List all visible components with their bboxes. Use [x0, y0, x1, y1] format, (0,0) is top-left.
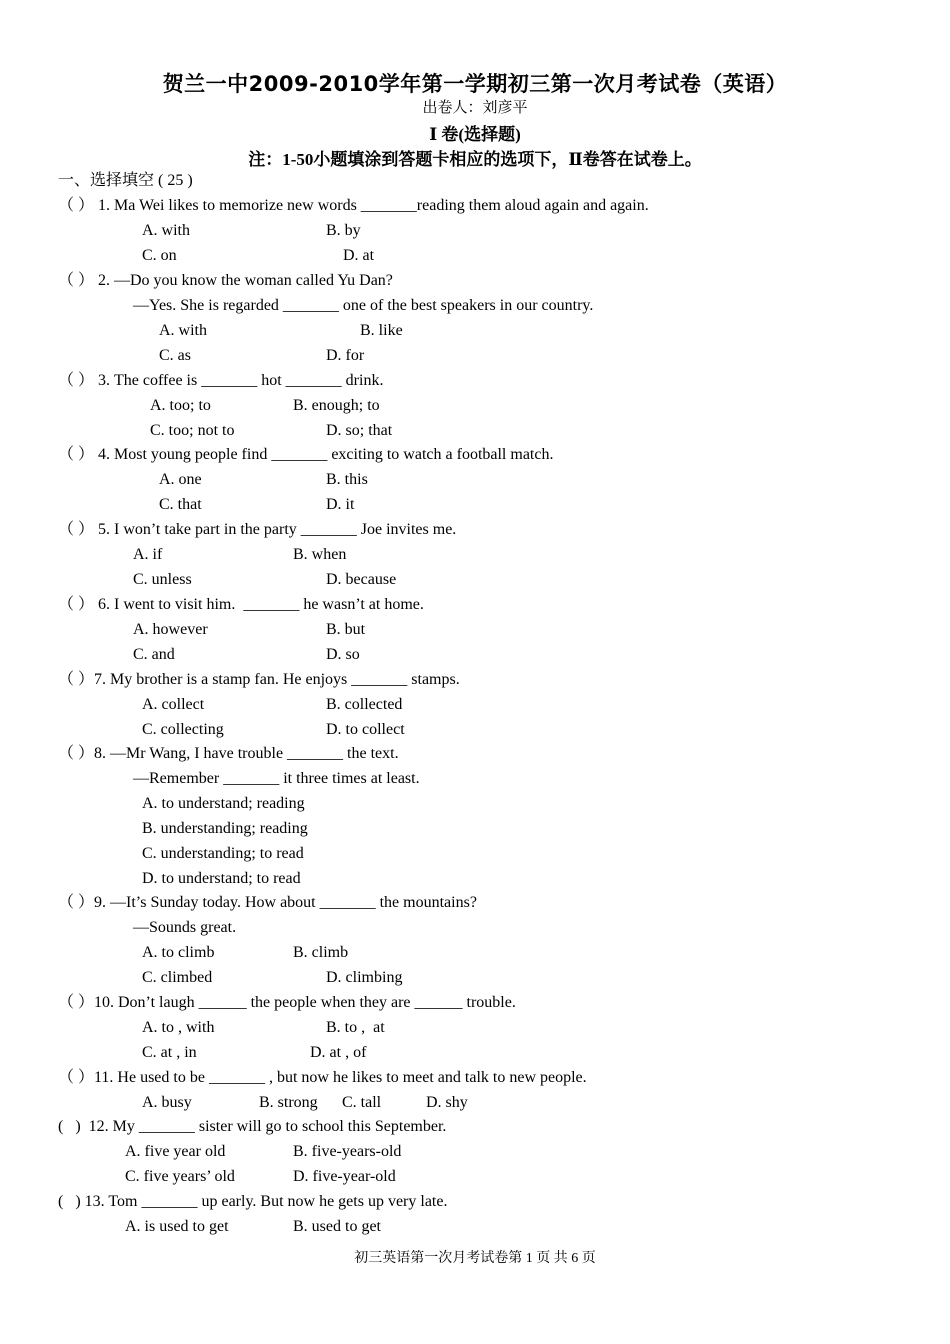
option-c: C. five years’ old — [125, 1168, 235, 1185]
option-d: D. for — [326, 347, 365, 364]
option-b: B. used to get — [293, 1218, 381, 1235]
page-footer: 初三英语第一次月考试卷第 1 页 共 6 页 — [354, 1251, 596, 1266]
option-b: B. by — [326, 222, 361, 239]
question-stem: （ ）10. Don’t laugh ______ the people when they are ______ trouble. — [58, 994, 516, 1011]
option-a: A. to climb — [142, 944, 215, 961]
option-a: A. with — [159, 322, 207, 339]
option-d: D. so — [326, 646, 360, 663]
option-d: D. it — [326, 496, 355, 513]
exam-part: Ⅰ 卷(选择题) — [429, 125, 521, 144]
option-d: D. five-year-old — [293, 1168, 396, 1185]
option-a: A. however — [133, 621, 208, 638]
option-b: B. strong — [259, 1094, 318, 1111]
option-b: B. five-years-old — [293, 1143, 402, 1160]
option-b: B. like — [360, 322, 403, 339]
question-stem: （ ） 3. The coffee is _______ hot _______ drink. — [58, 372, 384, 389]
option-a: A. too; to — [150, 397, 211, 414]
option-d: D. at — [343, 247, 375, 264]
option-c: C. that — [159, 496, 202, 513]
option-a: A. collect — [142, 696, 205, 713]
option-c: C. on — [142, 247, 177, 264]
option-b: B. understanding; reading — [142, 820, 308, 837]
question-stem: （ ）8. —Mr Wang, I have trouble _______ the text. — [58, 745, 399, 762]
option-b: B. climb — [293, 944, 349, 961]
question-stem: （ ） 1. Ma Wei likes to memorize new words _______reading them aloud again and again. — [58, 197, 649, 214]
question-stem: ( ) 13. Tom _______ up early. But now he gets up very late. — [58, 1193, 448, 1210]
question-stem: （ ） 2. —Do you know the woman called Yu Dan? — [58, 272, 393, 289]
option-a: A. to , with — [142, 1019, 215, 1036]
option-d: D. so; that — [326, 422, 393, 439]
option-c: C. climbed — [142, 969, 213, 986]
question-stem-line2: —Remember _______ it three times at least. — [133, 770, 420, 787]
option-b: B. this — [326, 471, 368, 488]
option-c: C. collecting — [142, 721, 224, 738]
section-title: 一、选择填空 ( 25 ) — [58, 172, 193, 189]
option-c: C. tall — [342, 1094, 382, 1111]
option-a: A. five year old — [125, 1143, 226, 1160]
question-stem: （ ） 5. I won’t take part in the party _______ Joe invites me. — [58, 521, 457, 538]
question-stem: （ ） 4. Most young people find _______ exciting to watch a football match. — [58, 446, 554, 463]
option-b: B. collected — [326, 696, 403, 713]
option-d: D. because — [326, 571, 397, 588]
option-a: A. is used to get — [125, 1218, 229, 1235]
option-c: C. too; not to — [150, 422, 235, 439]
exam-title: 贺兰一中2009-2010学年第一学期初三第一次月考试卷（英语） — [162, 72, 788, 96]
option-c: C. at , in — [142, 1044, 197, 1061]
option-a: A. one — [159, 471, 202, 488]
option-d: D. climbing — [326, 969, 403, 986]
option-b: B. to , at — [326, 1019, 385, 1036]
option-d: D. at , of — [310, 1044, 367, 1061]
option-a: A. to understand; reading — [142, 795, 305, 812]
option-c: C. understanding; to read — [142, 845, 304, 862]
option-d: D. to understand; to read — [142, 870, 301, 887]
question-stem-line2: —Yes. She is regarded _______ one of the best speakers in our country. — [133, 297, 594, 314]
option-c: C. unless — [133, 571, 192, 588]
option-a: A. busy — [142, 1094, 192, 1111]
question-stem-line2: —Sounds great. — [133, 919, 237, 936]
option-a: A. if — [133, 546, 163, 563]
question-stem: （ ） 6. I went to visit him. _______ he wasn’t at home. — [58, 596, 424, 613]
question-stem: （ ）11. He used to be _______ , but now he likes to meet and talk to new people. — [58, 1069, 587, 1086]
option-b: B. but — [326, 621, 366, 638]
option-b: B. enough; to — [293, 397, 380, 414]
question-stem: （ ）7. My brother is a stamp fan. He enjoys _______ stamps. — [58, 671, 460, 688]
option-b: B. when — [293, 546, 347, 563]
option-d: D. shy — [426, 1094, 468, 1111]
exam-author: 出卷人：刘彦平 — [422, 100, 528, 116]
option-c: C. and — [133, 646, 175, 663]
question-stem: ( ) 12. My _______ sister will go to school this September. — [58, 1118, 447, 1135]
option-d: D. to collect — [326, 721, 405, 738]
option-a: A. with — [142, 222, 190, 239]
option-c: C. as — [159, 347, 191, 364]
exam-note: 注：1-50小题填涂到答题卡相应的选项下，Ⅱ卷答在试卷上。 — [248, 150, 702, 169]
question-stem: （ ）9. —It’s Sunday today. How about _______ the mountains? — [58, 894, 477, 911]
